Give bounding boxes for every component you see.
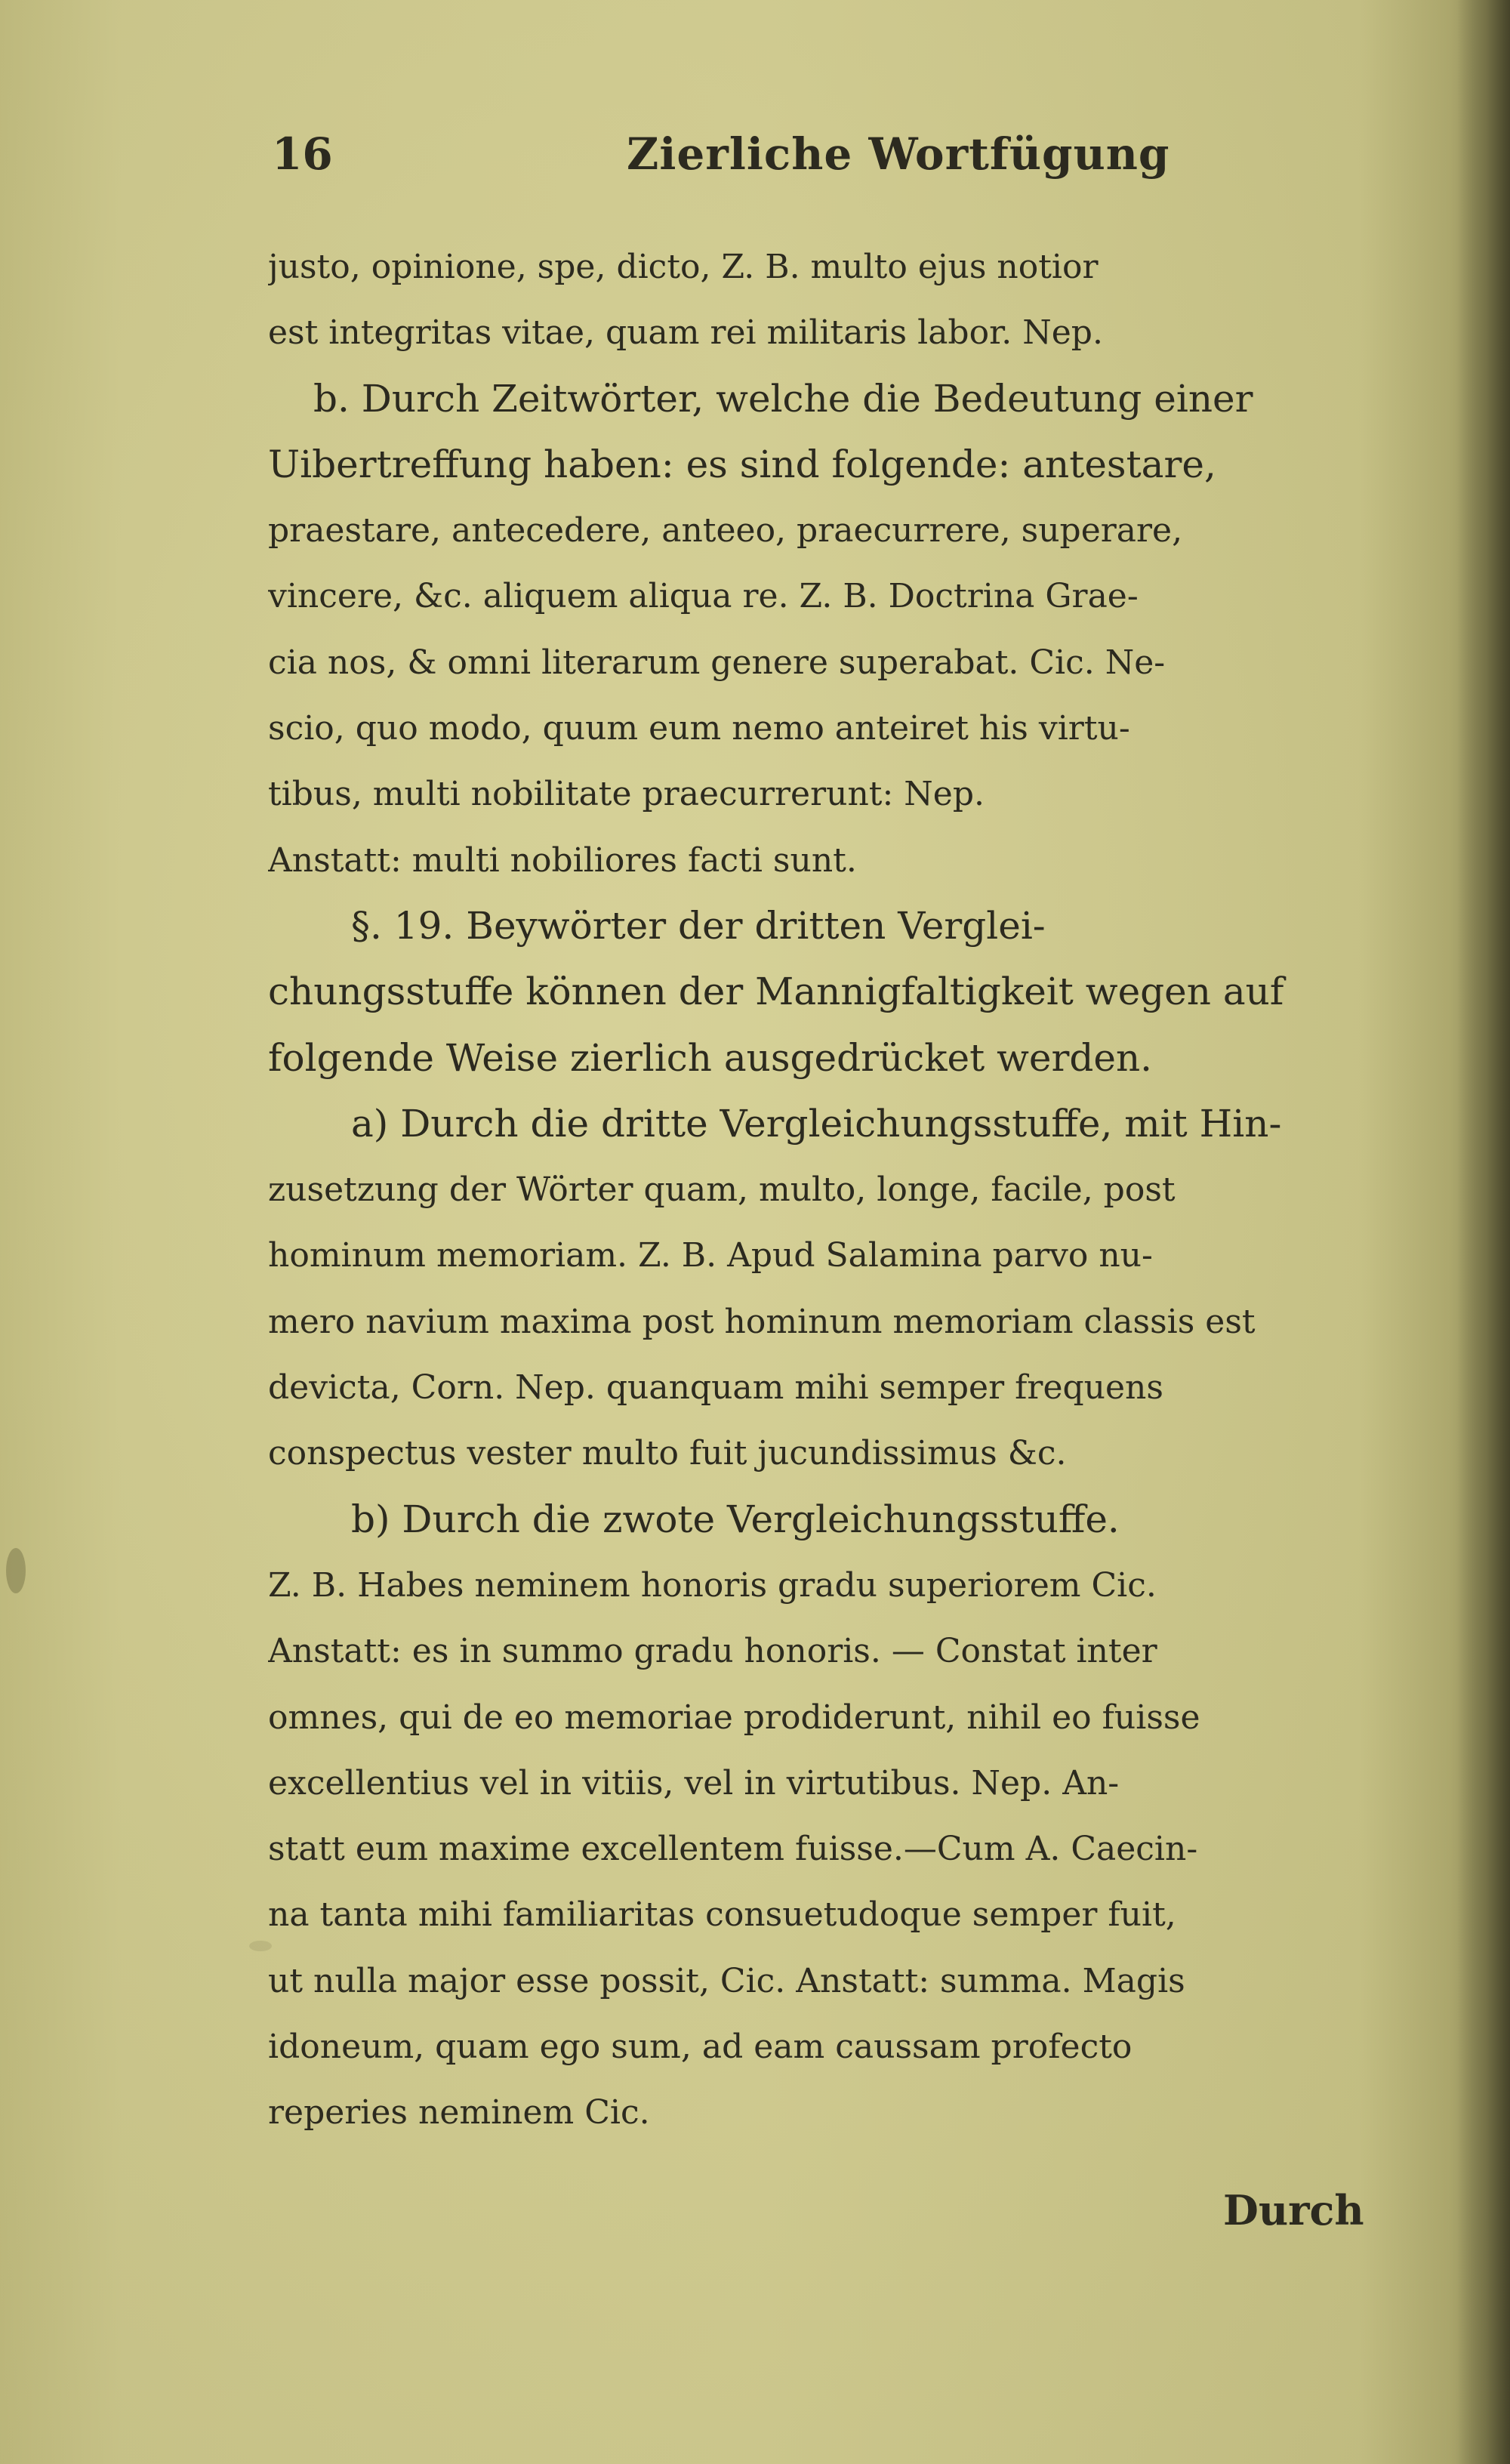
text-line: conspectus vester multo fuit jucundissimus &c. <box>268 1434 1067 1473</box>
page-number: 16 <box>272 128 333 180</box>
running-head: Zierliche Wortfügung <box>627 128 1170 180</box>
page-edge-shadow <box>1457 0 1510 2464</box>
text-line: est integritas vitae, quam rei militaris labor. Nep. <box>268 313 1103 353</box>
text-line: mero navium maxima post hominum memoriam classis est <box>268 1302 1256 1341</box>
text-line: cia nos, & omni literarum genere superabat. Cic. Ne- <box>268 643 1166 682</box>
text-line: a) Durch die dritte Vergleichungsstuffe, mit Hin- <box>351 1101 1282 1146</box>
text-line: omnes, qui de eo memoriae prodiderunt, nihil eo fuisse <box>268 1698 1200 1737</box>
text-line: na tanta mihi familiaritas consuetudoque semper fuit, <box>268 1895 1176 1935</box>
text-line: Anstatt: es in summo gradu honoris. — Constat inter <box>268 1632 1157 1671</box>
page-stain <box>6 1548 26 1593</box>
text-line: idoneum, quam ego sum, ad eam caussam profecto <box>268 2028 1132 2067</box>
text-line: excellentius vel in vitiis, vel in virtutibus. Nep. An- <box>268 1763 1120 1803</box>
text-line: statt eum maxime excellentem fuisse.—Cum A. Caecin- <box>268 1830 1198 1869</box>
text-line: vincere, &c. aliquem aliqua re. Z. B. Doctrina Grae- <box>268 577 1139 616</box>
text-line: folgende Weise zierlich ausgedrücket werden. <box>268 1035 1153 1080</box>
text-line: Uibertreffung haben: es sind folgende: antestare, <box>268 442 1216 486</box>
catchword: Durch <box>1223 2186 1364 2234</box>
text-line: justo, opinione, spe, dicto, Z. B. multo ejus notior <box>268 248 1099 286</box>
text-line: Z. B. Habes neminem honoris gradu superiorem Cic. <box>268 1565 1157 1605</box>
text-line: hominum memoriam. Z. B. Apud Salamina parvo nu- <box>268 1236 1153 1275</box>
text-line: Anstatt: multi nobiliores facti sunt. <box>268 840 857 880</box>
text-line: devicta, Corn. Nep. quanquam mihi semper frequens <box>268 1368 1163 1408</box>
text-line: b. Durch Zeitwörter, welche die Bedeutung einer <box>313 376 1253 421</box>
text-line: chungsstuffe können der Mannigfaltigkeit wegen auf <box>268 970 1284 1014</box>
text-line: scio, quo modo, quum eum nemo anteiret his virtu- <box>268 709 1130 748</box>
text-line: reperies neminem Cic. <box>268 2093 650 2132</box>
text-line: ut nulla major esse possit, Cic. Anstatt: summa. Magis <box>268 1961 1185 2000</box>
text-line: zusetzung der Wörter quam, multo, longe, facile, post <box>268 1170 1176 1210</box>
text-line: tibus, multi nobilitate praecurrerunt: Nep. <box>268 775 985 814</box>
section-heading: §. 19. Beywörter der dritten Verglei- <box>351 903 1046 948</box>
page-header <box>272 128 1374 196</box>
text-line: b) Durch die zwote Vergleichungsstuffe. <box>351 1497 1120 1541</box>
body-text <box>268 234 1378 2146</box>
text-line: praestare, antecedere, anteeo, praecurrere, superare, <box>268 511 1183 550</box>
